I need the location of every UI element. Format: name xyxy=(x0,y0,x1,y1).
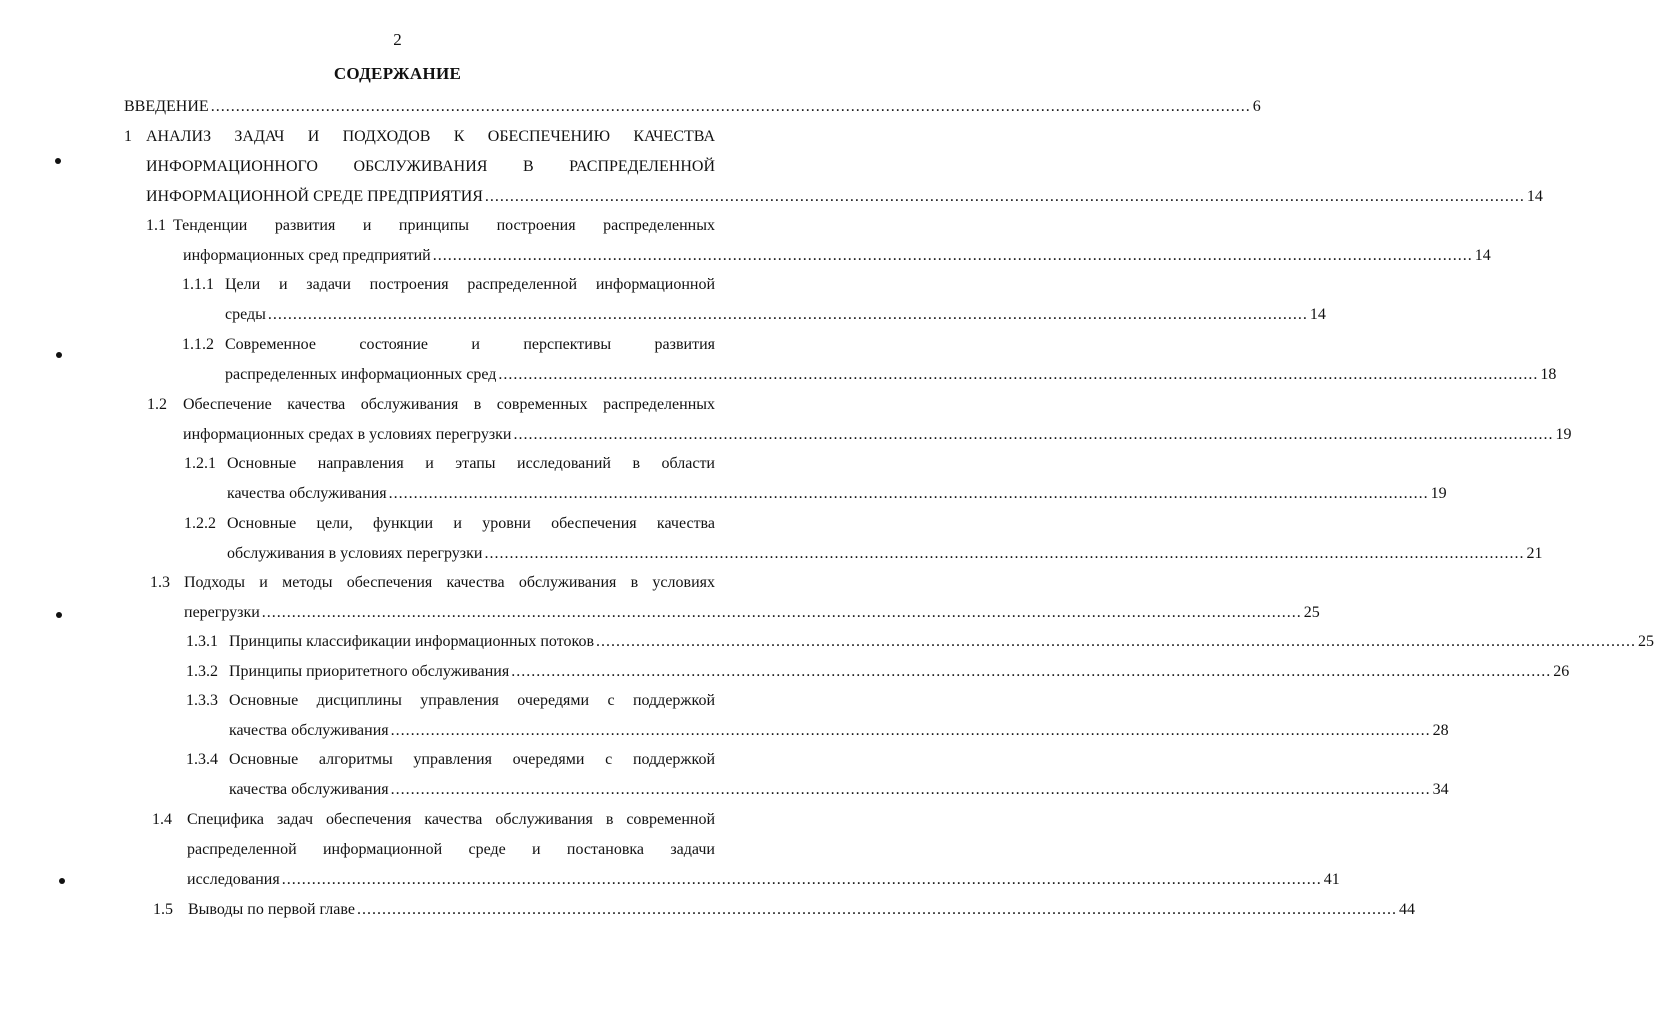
toc-entry-line: ИНФОРМАЦИОННОЙ СРЕДЕ ПРЕДПРИЯТИЯ xyxy=(146,188,483,205)
toc-entry-line: Основные алгоритмы управления очередями с поддержкой xyxy=(229,751,715,768)
toc-entry-line: Специфика задач обеспечения качества обслуживания в современной xyxy=(187,811,715,828)
dot-leader: ................................................................................................................................................................................................................ xyxy=(267,306,1308,323)
toc-entry-number: 1.4 xyxy=(152,811,172,828)
toc-entry-number: 1.1.2 xyxy=(182,336,214,353)
toc-entry-line: обслуживания в условиях перегрузки xyxy=(227,545,483,562)
toc-entry-number: 1.3.2 xyxy=(186,663,218,680)
dot-leader: ................................................................................................................................................................................................................ xyxy=(498,366,1539,383)
toc-entry-1-2-2[interactable] xyxy=(184,509,1543,569)
toc-entry-text: Принципы приоритетного обслуживания xyxy=(229,663,510,680)
dot-leader: ................................................................................................................................................................................................................ xyxy=(388,485,1429,502)
toc-page-number: 41 xyxy=(1323,871,1340,888)
toc-entry-chapter-1[interactable] xyxy=(124,122,1543,212)
margin-bullet xyxy=(55,158,61,164)
toc-page-number: 26 xyxy=(1553,663,1570,680)
toc-entry-1-2-1[interactable] xyxy=(184,449,1447,509)
toc-page-number: 44 xyxy=(1398,901,1415,918)
toc-entry-1-3-4[interactable] xyxy=(186,745,1449,805)
toc-entry-number: 1.2.1 xyxy=(184,455,216,472)
dot-leader: ................................................................................................................................................................................................................ xyxy=(484,188,1525,205)
toc-page-number: 25 xyxy=(1638,633,1654,650)
toc-page-number: 6 xyxy=(1252,98,1261,115)
toc-entry-intro[interactable] xyxy=(124,92,1261,122)
toc-entry-number: 1.1.1 xyxy=(182,276,214,293)
toc-entry-1-3-2[interactable] xyxy=(186,657,1570,687)
toc-entry-line: информационных сред предприятий xyxy=(183,247,431,264)
toc-entry-number: 1.2 xyxy=(147,396,167,413)
toc-entry-line: перегрузки xyxy=(184,604,260,621)
toc-page-number: 14 xyxy=(1526,188,1543,205)
toc-entry-1-3-3[interactable] xyxy=(186,686,1449,746)
toc-entry-line: ИНФОРМАЦИОННОГО ОБСЛУЖИВАНИЯ В РАСПРЕДЕЛЕННОЙ xyxy=(146,158,715,175)
toc-entry-line: Цели и задачи построения распределенной информационной xyxy=(225,276,715,293)
page-title: СОДЕРЖАНИЕ xyxy=(333,64,462,83)
margin-bullet xyxy=(59,878,65,884)
toc-entry-1-3[interactable] xyxy=(150,568,1320,628)
dot-leader: ................................................................................................................................................................................................................ xyxy=(596,633,1637,650)
dot-leader: ................................................................................................................................................................................................................ xyxy=(484,545,1525,562)
toc-entry-line: Основные цели, функции и уровни обеспечения качества xyxy=(227,515,715,532)
margin-bullet xyxy=(56,352,62,358)
toc-entry-line: распределенных информационных сред xyxy=(225,366,497,383)
toc-entry-line: Тенденции развития и принципы построения распределенных xyxy=(173,217,715,234)
toc-entry-text: ВВЕДЕНИЕ xyxy=(124,98,209,115)
toc-entry-1-1[interactable] xyxy=(146,211,1491,271)
toc-entry-text: Принципы классификации информационных потоков xyxy=(229,633,595,650)
toc-entry-number: 1.3.4 xyxy=(186,751,218,768)
dot-leader: ................................................................................................................................................................................................................ xyxy=(281,871,1322,888)
toc-entry-line: исследования xyxy=(187,871,280,888)
dot-leader: ................................................................................................................................................................................................................ xyxy=(511,663,1552,680)
toc-page-number: 19 xyxy=(1430,485,1447,502)
toc-entry-line: распределенной информационной среде и постановка задачи xyxy=(187,841,715,858)
toc-entry-line: Обеспечение качества обслуживания в современных распределенных xyxy=(183,396,715,413)
dot-leader: ................................................................................................................................................................................................................ xyxy=(390,722,1431,739)
toc-entry-1-1-1[interactable] xyxy=(182,270,1326,330)
dot-leader: ................................................................................................................................................................................................................ xyxy=(356,901,1397,918)
toc-entry-line: среды xyxy=(225,306,266,323)
toc-entry-number: 1.3.3 xyxy=(186,692,218,709)
toc-page-number: 19 xyxy=(1555,426,1572,443)
toc-entry-line: Основные направления и этапы исследований в области xyxy=(227,455,715,472)
toc-entry-line: качества обслуживания xyxy=(229,781,389,798)
toc-entry-number: 1 xyxy=(124,128,132,145)
toc-entry-number: 1.3 xyxy=(150,574,170,591)
toc-entry-line: Подходы и методы обеспечения качества обслуживания в условиях xyxy=(184,574,715,591)
toc-entry-1-5[interactable] xyxy=(153,895,1415,925)
toc-entry-line: информационных средах в условиях перегрузки xyxy=(183,426,512,443)
toc-entry-1-1-2[interactable] xyxy=(182,330,1557,390)
toc-entry-line: Современное состояние и перспективы развития xyxy=(225,336,715,353)
dot-leader: ................................................................................................................................................................................................................ xyxy=(390,781,1431,798)
toc-page-number: 14 xyxy=(1309,306,1326,323)
toc-page-number: 18 xyxy=(1540,366,1557,383)
page-number: 2 xyxy=(393,30,402,49)
dot-leader: ................................................................................................................................................................................................................ xyxy=(432,247,1473,264)
toc-entry-line: качества обслуживания xyxy=(229,722,389,739)
toc-entry-number: 1.1 xyxy=(146,217,166,234)
toc-entry-1-2[interactable] xyxy=(147,390,1572,450)
toc-entry-text: Выводы по первой главе xyxy=(188,901,355,918)
dot-leader: ................................................................................................................................................................................................................ xyxy=(210,98,1251,115)
toc-page-number: 21 xyxy=(1526,545,1543,562)
toc-entry-line: Основные дисциплины управления очередями с поддержкой xyxy=(229,692,715,709)
dot-leader: ................................................................................................................................................................................................................ xyxy=(513,426,1554,443)
toc-page-number: 14 xyxy=(1474,247,1491,264)
toc-entry-1-4[interactable] xyxy=(152,805,1340,895)
toc-page-number: 28 xyxy=(1432,722,1449,739)
toc-entry-line: качества обслуживания xyxy=(227,485,387,502)
toc-page-number: 25 xyxy=(1303,604,1320,621)
toc-entry-number: 1.5 xyxy=(153,901,173,918)
margin-bullet xyxy=(56,612,62,618)
toc-entry-number: 1.3.1 xyxy=(186,633,218,650)
dot-leader: ................................................................................................................................................................................................................ xyxy=(261,604,1302,621)
toc-entry-1-3-1[interactable] xyxy=(186,627,1654,657)
toc-entry-number: 1.2.2 xyxy=(184,515,216,532)
toc-page-number: 34 xyxy=(1432,781,1449,798)
toc-entry-line: АНАЛИЗ ЗАДАЧ И ПОДХОДОВ К ОБЕСПЕЧЕНИЮ КАЧЕСТВА xyxy=(146,128,715,145)
